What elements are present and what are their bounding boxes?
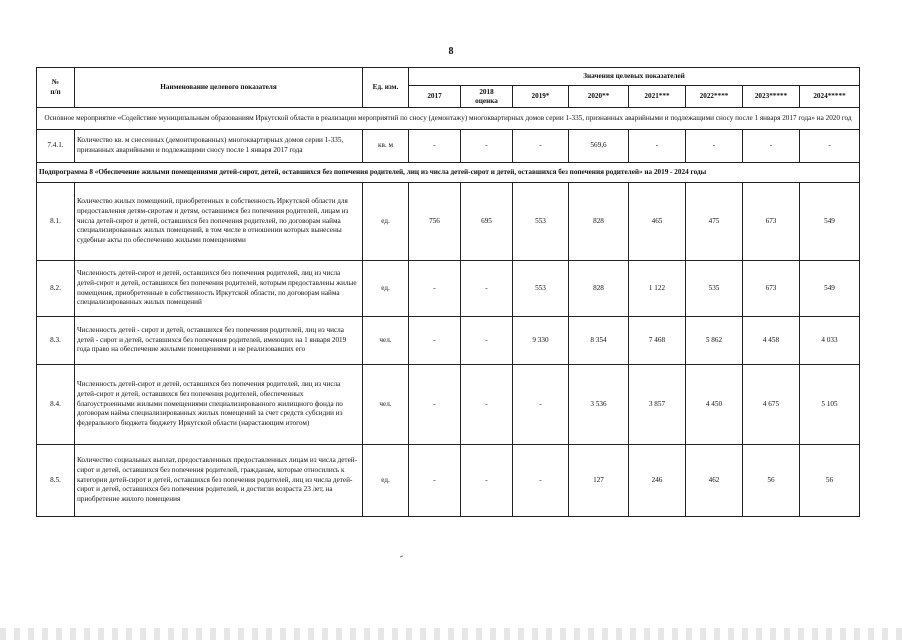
header-year: 2022**** [686, 86, 743, 108]
row-value: 549 [800, 261, 860, 317]
page-number: 8 [448, 46, 454, 57]
row-value: 465 [629, 183, 686, 261]
row-value: 9 330 [513, 317, 569, 365]
row-value: 535 [686, 261, 743, 317]
table-row [37, 365, 860, 445]
row-value: 246 [629, 445, 686, 517]
table-row [37, 261, 860, 317]
row-value: - [409, 261, 461, 317]
table-row [37, 445, 860, 517]
row-num: 8.5. [37, 445, 75, 517]
row-unit: чел. [363, 365, 409, 445]
row-value: - [513, 445, 569, 517]
row-value: 549 [800, 183, 860, 261]
row-value: - [461, 365, 513, 445]
header-name: Наименование целевого показателя [75, 68, 363, 108]
target-indicators-table [36, 67, 860, 517]
row-value: 4 458 [743, 317, 800, 365]
row-value: - [800, 130, 860, 163]
row-num: 8.3. [37, 317, 75, 365]
row-num: 8.1. [37, 183, 75, 261]
row-value: - [409, 130, 461, 163]
row-name: Численность детей-сирот и детей, оставшихся без попечения родителей, лиц из числа детей-сирот и детей, оставшихся без попечения родителей, которым предоставлены жилые помещения, приобретенные в собственность Иркутской области, по договорам найма специализированных жилых помещений [75, 261, 363, 317]
row-value: - [461, 261, 513, 317]
row-value: 4 450 [686, 365, 743, 445]
row-value: 673 [743, 183, 800, 261]
main-event-row: Основное мероприятие «Содействие муниципальным образованиям Иркутской области в реализации мероприятий по сносу (демонтажу) многоквартирных домов серии 1-335, признанных аварийными и подлежащими сносу после 1 января 2017 года» на 2020 год [37, 108, 860, 130]
row-value: 553 [513, 183, 569, 261]
header-year: 2017 [409, 86, 461, 108]
table-row [37, 183, 860, 261]
row-num: 8.2. [37, 261, 75, 317]
row-value: - [743, 130, 800, 163]
row-value: 4 675 [743, 365, 800, 445]
row-value: - [513, 130, 569, 163]
row-name: Количество жилых помещений, приобретенных в собственность Иркутской области для предоставления детям-сиротам и детям, оставшимся без попечения родителей, лицам из числа детей-сирот и детей, оставшихся без попечения родителей, по договорам найма специализированных жилых помещений, в том числе в отношении которых вынесены судебные акты по обеспечению жилыми помещениями [75, 183, 363, 261]
header-year: 2023***** [743, 86, 800, 108]
table-row [37, 317, 860, 365]
row-value: 127 [569, 445, 629, 517]
row-value: - [461, 445, 513, 517]
row-value: - [409, 365, 461, 445]
table-row [37, 130, 860, 163]
row-value: 828 [569, 183, 629, 261]
row-value: 569,6 [569, 130, 629, 163]
row-value: - [513, 365, 569, 445]
header-year: 2021*** [629, 86, 686, 108]
row-value: 4 033 [800, 317, 860, 365]
header-year: 2020** [569, 86, 629, 108]
row-name: Количество кв. м снесенных (демонтированных) многоквартирных домов серии 1-335, признанных аварийными и подлежащими сносу после 1 января 2017 года [75, 130, 363, 163]
row-value: 673 [743, 261, 800, 317]
row-name: Численность детей-сирот и детей, оставшихся без попечения родителей, лиц из числа детей-сирот и детей, оставшихся без попечения родителей, обеспеченных благоустроенными жилыми помещениями специализированного жилищного фонда по договорам найма специализированных жилых помещений за счет средств субсидии из федерального бюджета бюджету Иркутской области (нарастающим итогом) [75, 365, 363, 445]
row-value: 56 [800, 445, 860, 517]
row-value: 475 [686, 183, 743, 261]
row-value: 5 105 [800, 365, 860, 445]
header-year: 2019* [513, 86, 569, 108]
row-num: 7.4.1. [37, 130, 75, 163]
row-value: 462 [686, 445, 743, 517]
header-num: № п/п [37, 68, 75, 108]
scan-speck [400, 556, 403, 558]
header-year: 2024***** [800, 86, 860, 108]
header-year: 2018 оценка [461, 86, 513, 108]
row-unit: ед. [363, 445, 409, 517]
row-value: 7 468 [629, 317, 686, 365]
row-num: 8.4. [37, 365, 75, 445]
row-value: 56 [743, 445, 800, 517]
row-value: 756 [409, 183, 461, 261]
scan-edge-artifact [0, 628, 902, 640]
row-value: 3 857 [629, 365, 686, 445]
row-value: 3 536 [569, 365, 629, 445]
row-unit: кв. м [363, 130, 409, 163]
row-value: 553 [513, 261, 569, 317]
row-unit: ед. [363, 261, 409, 317]
header-values-title: Значения целевых показателей [409, 68, 860, 86]
row-value: - [409, 317, 461, 365]
row-name: Численность детей - сирот и детей, оставшихся без попечения родителей, лиц из числа детей - сирот и детей, оставшихся без попечения родителей, имеющих на 1 января 2019 года право на обеспечение жилыми помещениями и не реализовавших его [75, 317, 363, 365]
row-unit: чел. [363, 317, 409, 365]
row-value: 8 354 [569, 317, 629, 365]
row-value: - [686, 130, 743, 163]
row-value: - [461, 130, 513, 163]
row-value: 5 862 [686, 317, 743, 365]
subprogram-row: Подпрограмма 8 «Обеспечение жилыми помещениями детей-сирот, детей, оставшихся без попечения родителей, лиц из числа детей-сирот и детей, оставшихся без попечения родителей» на 2019 - 2024 годы [37, 163, 860, 183]
row-unit: ед. [363, 183, 409, 261]
row-value: - [409, 445, 461, 517]
row-value: 828 [569, 261, 629, 317]
row-value: - [629, 130, 686, 163]
row-value: 1 122 [629, 261, 686, 317]
header-unit: Ед. изм. [363, 68, 409, 108]
row-value: 695 [461, 183, 513, 261]
row-value: - [461, 317, 513, 365]
row-name: Количество социальных выплат, предоставленных предоставленных лицам из числа детей-сирот и детей, оставшихся без попечения родителей, гражданам, которые относились к категории детей-сирот и детей, оставшихся без попечения родителей, лиц из числа детей-сирот и детей, оставшихся без попечения родителей, и достигли возраста 23 лет, на приобретение жилого помещения [75, 445, 363, 517]
